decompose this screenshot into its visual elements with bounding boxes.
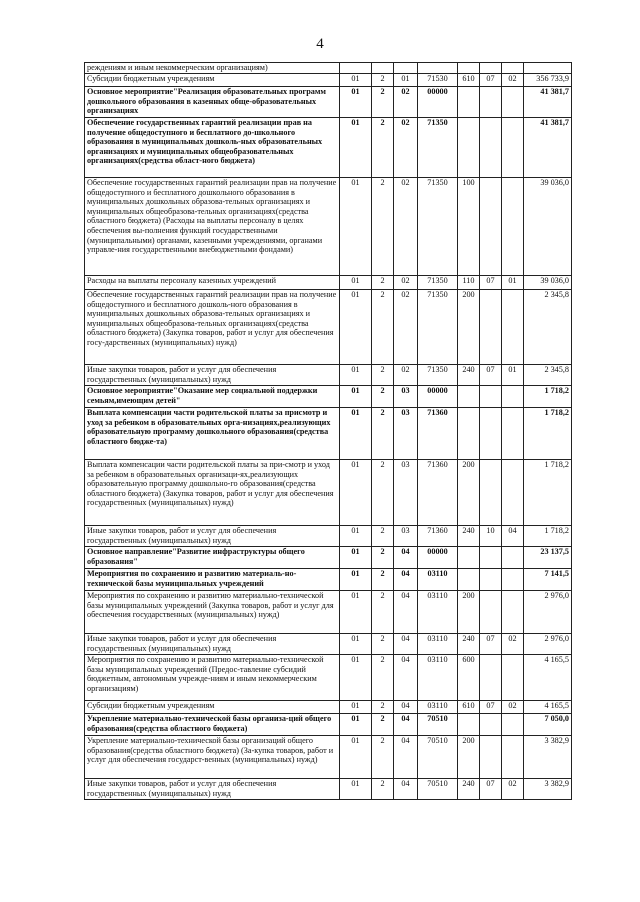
code-ministry: 01: [340, 408, 372, 460]
amount: 4 165,5: [524, 701, 572, 714]
code-ministry: 01: [340, 655, 372, 701]
code-direction: 71350: [418, 178, 458, 276]
code-direction: 03110: [418, 634, 458, 655]
code-expense-type: 240: [458, 634, 480, 655]
code-subsection: 04: [502, 526, 524, 547]
code-section: [480, 736, 502, 779]
code-ministry: 01: [340, 365, 372, 386]
code-program: [372, 63, 394, 74]
code-program: 2: [372, 736, 394, 779]
code-expense-type: [458, 714, 480, 736]
code-direction: 70510: [418, 714, 458, 736]
row-name: реждениям и иным некоммерческим организациям): [85, 63, 340, 74]
row-name: Обеспечение государственных гарантий реализации прав на получение общедоступного и бесплатного дошкольного образования в муниципальных дошкольных образова-тельных организациях и муниципальных общеобразова-тельных организациях(средства областного бюджета) (Расходы на выплаты персоналу в целях обеспечения вы-полнения функций государственными (муниципальными) органами, казенными учреждениями, органами управле-ния государственными внебюджетными фондами): [85, 178, 340, 276]
code-subsection: [502, 408, 524, 460]
amount: 7 141,5: [524, 569, 572, 591]
code-subprogram: 01: [394, 74, 418, 87]
row-name: Иные закупки товаров, работ и услуг для обеспечения государственных (муниципальных) нужд: [85, 779, 340, 800]
code-subsection: [502, 460, 524, 526]
row-name: Субсидии бюджетным учреждениям: [85, 701, 340, 714]
code-ministry: 01: [340, 460, 372, 526]
code-subsection: 01: [502, 365, 524, 386]
row-name: Укрепление материально-технической базы организа-ций общего образования(средства областного бюджета): [85, 714, 340, 736]
code-section: 07: [480, 701, 502, 714]
table-row: [85, 408, 572, 460]
row-name: Выплата компенсации части родительской платы за при-смотр и уход за ребенком в образовательных организаци-ях,реализующих образовательную программу дошкольно-го образования(средства областного бюджета) (Закупка товаров, работ и услуг для обеспечения государственных (муниципальных) нужд): [85, 460, 340, 526]
code-direction: 03110: [418, 591, 458, 634]
code-section: [480, 569, 502, 591]
code-subprogram: 04: [394, 634, 418, 655]
code-subsection: 02: [502, 74, 524, 87]
code-direction: [418, 63, 458, 74]
budget-table: [84, 62, 572, 800]
code-subprogram: 04: [394, 547, 418, 569]
code-ministry: 01: [340, 87, 372, 118]
code-subprogram: 04: [394, 655, 418, 701]
code-subprogram: 04: [394, 591, 418, 634]
amount: 41 381,7: [524, 118, 572, 178]
code-subprogram: 02: [394, 276, 418, 290]
code-ministry: 01: [340, 74, 372, 87]
row-name: Мероприятия по сохранению и развитию материально-технической базы муниципальных учреждений (Закупка товаров, работ и услуг для обеспечения государственных (муниципальных) нужд): [85, 591, 340, 634]
code-expense-type: 610: [458, 74, 480, 87]
code-direction: 71360: [418, 460, 458, 526]
code-expense-type: 240: [458, 779, 480, 800]
code-expense-type: 200: [458, 460, 480, 526]
code-subprogram: 02: [394, 118, 418, 178]
code-program: 2: [372, 591, 394, 634]
code-subsection: 01: [502, 276, 524, 290]
code-section: [480, 386, 502, 408]
budget-table-body: [85, 63, 572, 800]
amount: 4 165,5: [524, 655, 572, 701]
code-direction: 71350: [418, 365, 458, 386]
code-section: [480, 408, 502, 460]
code-expense-type: 200: [458, 290, 480, 365]
code-subprogram: 02: [394, 290, 418, 365]
code-direction: 71360: [418, 526, 458, 547]
code-expense-type: [458, 386, 480, 408]
row-name: Иные закупки товаров, работ и услуг для обеспечения государственных (муниципальных) нужд: [85, 634, 340, 655]
code-ministry: 01: [340, 290, 372, 365]
code-ministry: 01: [340, 569, 372, 591]
code-program: 2: [372, 365, 394, 386]
code-expense-type: [458, 408, 480, 460]
code-program: 2: [372, 290, 394, 365]
code-section: [480, 547, 502, 569]
code-subprogram: 04: [394, 569, 418, 591]
table-row: [85, 779, 572, 800]
code-section: [480, 714, 502, 736]
code-section: 07: [480, 276, 502, 290]
table-row: [85, 460, 572, 526]
code-program: 2: [372, 178, 394, 276]
code-direction: 00000: [418, 547, 458, 569]
amount: 2 345,8: [524, 290, 572, 365]
code-subprogram: 04: [394, 779, 418, 800]
row-name: Обеспечение государственных гарантий реализации прав на получение общедоступного и бесплатного до-школьного образования в муниципальных дошколь-ных образовательных организациях и муниципальных общеобразовательных организациях(средства област-ного бюджета): [85, 118, 340, 178]
table-row: [85, 290, 572, 365]
row-name: Иные закупки товаров, работ и услуг для обеспечения государственных (муниципальных) нужд: [85, 526, 340, 547]
code-program: 2: [372, 547, 394, 569]
code-subprogram: 02: [394, 87, 418, 118]
table-row: [85, 365, 572, 386]
code-expense-type: [458, 569, 480, 591]
code-direction: 71350: [418, 118, 458, 178]
code-program: 2: [372, 655, 394, 701]
code-expense-type: 600: [458, 655, 480, 701]
amount: [524, 63, 572, 74]
table-row: [85, 63, 572, 74]
code-subsection: [502, 118, 524, 178]
code-ministry: 01: [340, 736, 372, 779]
code-section: [480, 63, 502, 74]
code-program: 2: [372, 386, 394, 408]
code-expense-type: [458, 63, 480, 74]
row-name: Мероприятия по сохранению и развитию материаль-но-технической базы муниципальных учреждений: [85, 569, 340, 591]
code-expense-type: [458, 87, 480, 118]
table-row: [85, 655, 572, 701]
code-subprogram: 02: [394, 178, 418, 276]
table-row: [85, 118, 572, 178]
row-name: Иные закупки товаров, работ и услуг для обеспечения государственных (муниципальных) нужд: [85, 365, 340, 386]
code-program: 2: [372, 74, 394, 87]
amount: 39 036,0: [524, 178, 572, 276]
code-section: [480, 178, 502, 276]
code-ministry: 01: [340, 386, 372, 408]
table-row: [85, 547, 572, 569]
table-row: [85, 74, 572, 87]
code-subsection: [502, 386, 524, 408]
code-expense-type: 110: [458, 276, 480, 290]
amount: 39 036,0: [524, 276, 572, 290]
code-subprogram: [394, 63, 418, 74]
code-program: 2: [372, 569, 394, 591]
row-name: Основное направление"Развитие инфраструктуры общего образования": [85, 547, 340, 569]
code-direction: 71350: [418, 276, 458, 290]
code-ministry: 01: [340, 178, 372, 276]
code-section: 10: [480, 526, 502, 547]
code-ministry: 01: [340, 547, 372, 569]
code-subsection: 02: [502, 701, 524, 714]
code-expense-type: 200: [458, 736, 480, 779]
code-direction: 71530: [418, 74, 458, 87]
amount: 23 137,5: [524, 547, 572, 569]
code-subsection: 02: [502, 634, 524, 655]
code-subprogram: 03: [394, 386, 418, 408]
code-program: 2: [372, 526, 394, 547]
code-expense-type: 240: [458, 365, 480, 386]
code-direction: 70510: [418, 779, 458, 800]
code-subsection: 02: [502, 779, 524, 800]
code-section: [480, 591, 502, 634]
table-row: [85, 736, 572, 779]
code-section: [480, 118, 502, 178]
code-direction: 03110: [418, 701, 458, 714]
code-section: 07: [480, 365, 502, 386]
table-row: [85, 714, 572, 736]
code-program: 2: [372, 779, 394, 800]
code-program: 2: [372, 276, 394, 290]
code-expense-type: 100: [458, 178, 480, 276]
amount: 2 976,0: [524, 591, 572, 634]
table-row: [85, 591, 572, 634]
code-ministry: 01: [340, 591, 372, 634]
code-subprogram: 03: [394, 526, 418, 547]
table-row: [85, 386, 572, 408]
table-row: [85, 701, 572, 714]
row-name: Основное мероприятие"Реализация образовательных программ дошкольного образования в казенных обще-образовательных организациях: [85, 87, 340, 118]
code-subsection: [502, 591, 524, 634]
code-subsection: [502, 290, 524, 365]
amount: 41 381,7: [524, 87, 572, 118]
amount: 7 050,0: [524, 714, 572, 736]
code-subprogram: 04: [394, 736, 418, 779]
code-subsection: [502, 63, 524, 74]
code-direction: 00000: [418, 87, 458, 118]
table-row: [85, 569, 572, 591]
code-subprogram: 03: [394, 408, 418, 460]
code-section: 07: [480, 74, 502, 87]
table-row: [85, 634, 572, 655]
code-subsection: [502, 569, 524, 591]
code-program: 2: [372, 701, 394, 714]
code-expense-type: 240: [458, 526, 480, 547]
amount: 2 345,8: [524, 365, 572, 386]
amount: 3 382,9: [524, 736, 572, 779]
amount: 1 718,2: [524, 408, 572, 460]
code-direction: 71360: [418, 408, 458, 460]
code-expense-type: [458, 118, 480, 178]
code-ministry: 01: [340, 634, 372, 655]
code-ministry: [340, 63, 372, 74]
code-subprogram: 04: [394, 714, 418, 736]
code-ministry: 01: [340, 118, 372, 178]
code-section: [480, 290, 502, 365]
page-number: 4: [316, 36, 324, 52]
table-row: [85, 87, 572, 118]
amount: 2 976,0: [524, 634, 572, 655]
code-program: 2: [372, 714, 394, 736]
code-direction: 71350: [418, 290, 458, 365]
code-subsection: [502, 547, 524, 569]
code-program: 2: [372, 460, 394, 526]
code-subprogram: 03: [394, 460, 418, 526]
code-section: [480, 87, 502, 118]
code-program: 2: [372, 634, 394, 655]
row-name: Основное мероприятие"Оказание мер социальной поддержки семьям,имеющим детей": [85, 386, 340, 408]
amount: 3 382,9: [524, 779, 572, 800]
code-direction: 03110: [418, 569, 458, 591]
code-ministry: 01: [340, 276, 372, 290]
code-subsection: [502, 87, 524, 118]
code-direction: 00000: [418, 386, 458, 408]
code-program: 2: [372, 408, 394, 460]
code-subsection: [502, 655, 524, 701]
code-subprogram: 04: [394, 701, 418, 714]
row-name: Обеспечение государственных гарантий реализации прав на получение общедоступного и бесплатного дошколь-ного образования в муниципальных дошкольных образова-тельных организациях и муниципальных общеобразова-тельных организациях(средства областного бюджета) (Закупка товаров, работ и услуг для обеспечения госу-дарственных (муниципальных) нужд): [85, 290, 340, 365]
code-section: 07: [480, 634, 502, 655]
code-ministry: 01: [340, 701, 372, 714]
code-ministry: 01: [340, 714, 372, 736]
code-section: 07: [480, 779, 502, 800]
row-name: Укрепление материально-технической базы организаций общего образования(средства областного бюджета) (За-купка товаров, работ и услуг для обеспечения государст-венных (муниципальных) нужд): [85, 736, 340, 779]
amount: 1 718,2: [524, 460, 572, 526]
table-row: [85, 276, 572, 290]
table-row: [85, 178, 572, 276]
row-name: Выплата компенсации части родительской платы за присмотр и уход за ребенком в образовательных орга-низациях,реализующих образовательную программу дошкольного образования(средства областного бюдже-та): [85, 408, 340, 460]
row-name: Расходы на выплаты персоналу казенных учреждений: [85, 276, 340, 290]
table-row: [85, 526, 572, 547]
row-name: Мероприятия по сохранению и развитию материально-технической базы муниципальных учреждений (Предос-тавление субсидий бюджетным, автономным учрежде-ниям и иным некоммерческим организациям): [85, 655, 340, 701]
amount: 1 718,2: [524, 386, 572, 408]
code-section: [480, 460, 502, 526]
code-subsection: [502, 714, 524, 736]
code-direction: 70510: [418, 736, 458, 779]
row-name: Субсидии бюджетным учреждениям: [85, 74, 340, 87]
code-ministry: 01: [340, 779, 372, 800]
code-subprogram: 02: [394, 365, 418, 386]
code-expense-type: 610: [458, 701, 480, 714]
code-direction: 03110: [418, 655, 458, 701]
code-program: 2: [372, 118, 394, 178]
code-expense-type: 200: [458, 591, 480, 634]
code-ministry: 01: [340, 526, 372, 547]
code-subsection: [502, 736, 524, 779]
code-subsection: [502, 178, 524, 276]
code-section: [480, 655, 502, 701]
code-program: 2: [372, 87, 394, 118]
amount: 1 718,2: [524, 526, 572, 547]
amount: 356 733,9: [524, 74, 572, 87]
code-expense-type: [458, 547, 480, 569]
